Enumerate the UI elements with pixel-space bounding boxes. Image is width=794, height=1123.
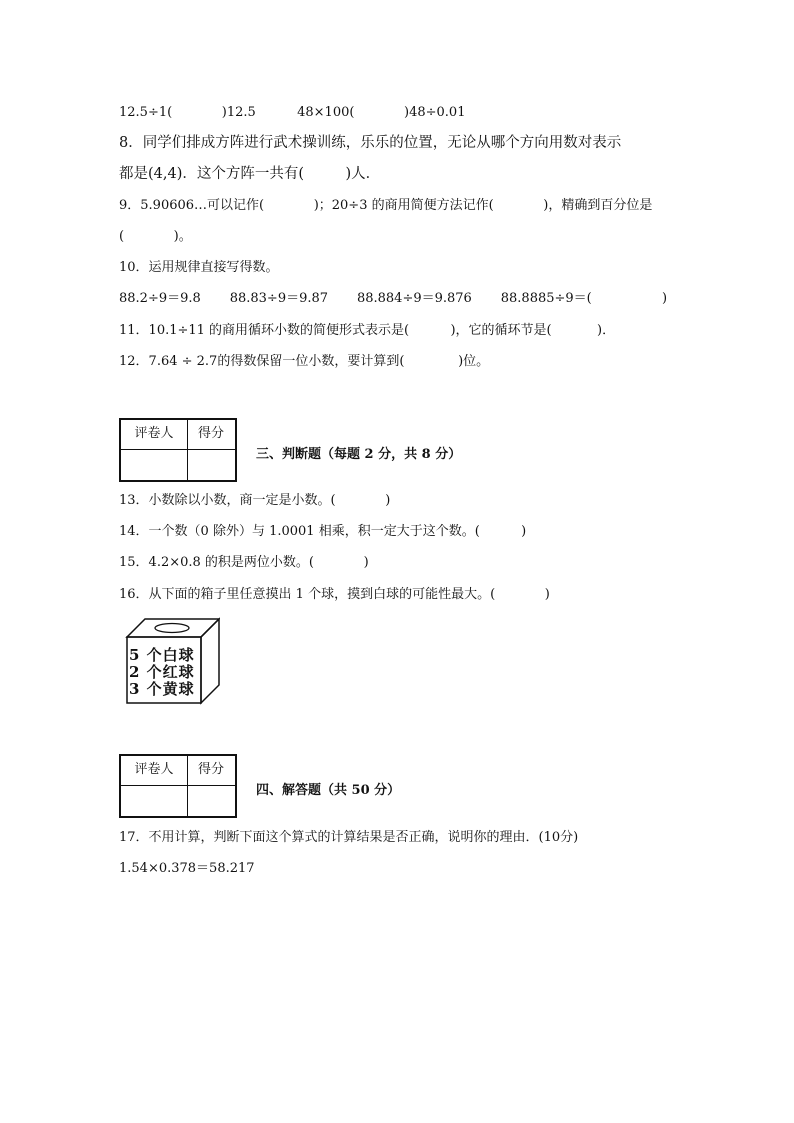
question-17: 17．不用计算，判断下面这个算式的计算结果是否正确，说明你的理由．(10分): [119, 830, 579, 845]
question-10: 10．运用规律直接写得数。: [119, 260, 279, 275]
box-white-balls: 5 个白球: [129, 646, 195, 664]
question-12: 12．7.64 ÷ 2.7的得数保留一位小数，要计算到( )位。: [119, 354, 490, 369]
question-8-line1: 8．同学们排成方阵进行武术操训练，乐乐的位置，无论从哪个方向用数对表示: [119, 135, 622, 151]
score-header: 得分: [197, 426, 224, 441]
question-15: 15．4.2×0.8 的积是两位小数。( ): [119, 555, 369, 570]
question-9-line1: 9．5.90606…可以记作( )；20÷3 的商用简便方法记作( )，精确到百分位是: [119, 198, 653, 213]
score-table-section-3: [119, 418, 237, 482]
question-17-equation: 1.54×0.378＝58.217: [119, 861, 255, 876]
score-table-section-4: [119, 754, 237, 818]
score-header: 得分: [197, 762, 224, 777]
question-10-equations: 88.2÷9＝9.8 88.83÷9＝9.87 88.884÷9＝9.876 88.8885÷9＝( ): [119, 291, 668, 306]
reviewer-header: 评卷人: [134, 762, 174, 777]
question-8-line2: 都是(4,4)．这个方阵一共有( )人．: [119, 166, 381, 182]
question-16: 16．从下面的箱子里任意摸出 1 个球，摸到白球的可能性最大。( ): [119, 587, 550, 602]
box-red-balls: 2 个红球: [129, 663, 195, 681]
question-14: 14．一个数（0 除外）与 1.0001 相乘，积一定大于这个数。( ): [119, 524, 527, 539]
section-4-title: 四、解答题（共 50 分）: [256, 783, 401, 798]
question-13: 13．小数除以小数，商一定是小数。( ): [119, 493, 391, 508]
q7-compare-line: 12.5÷1( )12.5 48×100( )48÷0.01: [119, 105, 466, 120]
question-11: 11．10.1÷11 的商用循环小数的简便形式表示是( )，它的循环节是( )．: [119, 323, 616, 338]
reviewer-header: 评卷人: [134, 426, 174, 441]
question-9-line2: ( )。: [119, 229, 192, 244]
box-yellow-balls: 3 个黄球: [129, 680, 195, 698]
section-3-title: 三、判断题（每题 2 分，共 8 分）: [256, 447, 462, 462]
